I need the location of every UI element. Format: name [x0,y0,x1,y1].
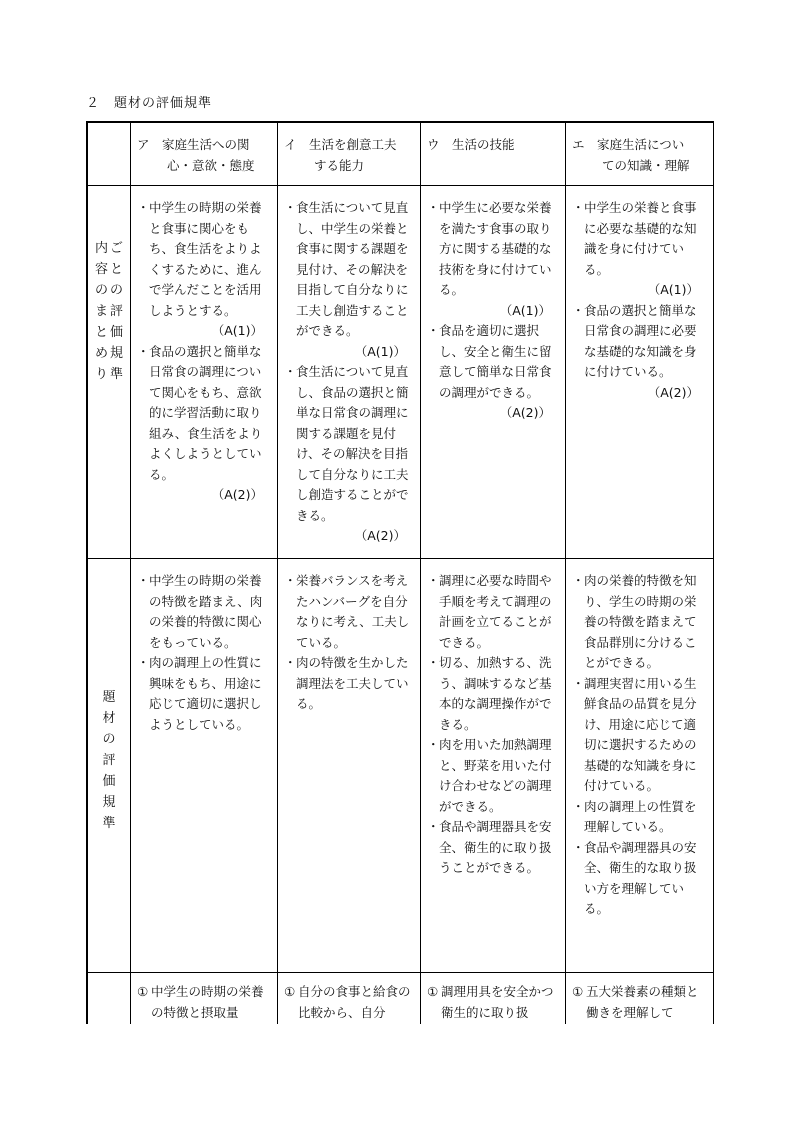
list-item: ・ 調理実習に用いる生鮮食品の品質を見分け、用途に応じて適切に選択するための基礎的な知識を身に付けている。 [572,675,697,793]
list-item: ① 五大栄養素の種類と働きを理解して [572,984,699,1020]
list-item: ・ 調理に必要な時間や手順を考えて調理の計画を立てることができる。 [427,573,552,650]
row-label-content: 内 容 の ま と め り ご と の 評 価 規 準 [88,186,131,559]
unit-cell-i [278,559,421,973]
detail-cell-a [131,973,278,1025]
content-cell-a: ・ 中学生の時期の栄養と食事に関心をもち、食生活をよりよくするために、進んで学んだことを活用しようとする。 （A(1)） ・ 食品の選択と簡単な日常食の調理について関心をもち、意欲的に学習活動に取り組み、食生活をよりよくしようとしている。 （A(2)） [131,186,278,559]
detail-cell-i [278,973,421,1025]
unit-cell-a [131,559,278,973]
list-item: ・ 切る、加熱する、洗う、調味するなど基本的な調理操作ができる。 [427,655,552,732]
list-item: ・ 中学生に必要な栄養を満たす食事の取り方に関する基礎的な技術を身に付けている。 [427,200,552,297]
list-item: ・ 肉の調理上の性質に興味をもち、用途に応じて適切に選択しようとしている。 [137,655,262,732]
list-item: ① 中学生の時期の栄養の特徴と摂取量 [137,984,264,1020]
unit-cell-u [421,559,566,973]
header-row [88,123,714,186]
list-item: ・ 食品や調理器具の安全、衛生的な取り扱い方を理解している。 [572,839,697,916]
column-header-e: エ 家庭生活につい ての知識・理解 [566,123,714,186]
column-header-u: ウ 生活の技能 [421,123,566,186]
column-header-a: ア 家庭生活への関 心・意欲・態度 [131,123,278,186]
list-item: ・ 栄養バランスを考えたハンバーグを自分なりに考え、工夫している。 [284,573,410,650]
list-item: ・ 肉の栄養的特徴を知り、学生の時期の栄養の特徴を踏まえて食品群別に分けることができる。 [572,573,697,670]
detail-cell-e [566,973,714,1025]
evaluation-criteria-table [86,121,714,1024]
content-cell-i: ・ 食生活について見直し、中学生の栄養と食事に関する課題を見付け、その解決を目指して自分なりに工夫し創造することができる。 （A(1)） ・ 食生活について見直し、食品の選択と簡単な日常食の調理に関する課題を見付け、その解決を目指して自分なりに工夫し創造することができる。 （A(2)） [278,186,421,559]
row-label-unit: 題 材 の 評 価 規 準 [88,559,131,973]
corner-cell [88,123,131,186]
list-item: ・ 中学生の時期の栄養と食事に関心をもち、食生活をよりよくするために、進んで学んだことを活用しようとする。 [137,200,262,318]
list-item: ・ 食品や調理器具を安全、衛生的に取り扱うことができる。 [427,819,552,875]
list-item: ・ 肉の調理上の性質を理解している。 [572,798,697,834]
list-item: ・ 食生活について見直し、食品の選択と簡単な日常食の調理に関する課題を見付け、その解決を目指して自分なりに工夫し創造することができる。 [284,364,409,523]
section-heading: ２ 題材の評価規準 [86,96,213,111]
list-item: ・ 肉を用いた加熱調理と、野菜を用いた付け合わせなどの調理ができる。 [427,737,552,814]
list-item: ・ 肉の特徴を生かした調理法を工夫している。 [284,655,409,711]
list-item: ・ 食品の選択と簡単な日常食の調理について関心をもち、意欲的に学習活動に取り組み、食生活をよりよくしようとしている。 [137,343,263,482]
list-item: ・ 食品を適切に選択し、安全と衛生に留意して簡単な日常食の調理ができる。 [427,323,552,400]
unit-cell-e [566,559,714,973]
content-cell-e: ・ 中学生の栄養と食事に必要な基礎的な知識を身に付けている。 （A(1)） ・ 食品の選択と簡単な日常食の調理に必要な基礎的な知識を身に付けている。 （A(2)） [566,186,714,559]
list-item: ・ 中学生の時期の栄養の特徴を踏まえ、肉の栄養的特徴に関心をもっている。 [137,573,263,650]
detail-criteria-row [88,973,714,1025]
list-item: ① 調理用具を安全かつ衛生的に取り扱 [427,984,554,1020]
content-criteria-row [88,186,714,559]
list-item: ・ 中学生の栄養と食事に必要な基礎的な知識を身に付けている。 [572,200,697,277]
list-item: ・ 食生活について見直し、中学生の栄養と食事に関する課題を見付け、その解決を目指して自分なりに工夫し創造することができる。 [284,200,409,338]
list-item: ① 自分の食事と給食の比較から、自分 [284,984,411,1020]
detail-cell-u [421,973,566,1025]
column-header-i: イ 生活を創意工夫 する能力 [278,123,421,186]
list-item: ・ 食品の選択と簡単な日常食の調理に必要な基礎的な知識を身に付けている。 [572,302,697,379]
content-cell-u: ・ 中学生に必要な栄養を満たす食事の取り方に関する基礎的な技術を身に付けている。 （A(1)） ・ 食品を適切に選択し、安全と衛生に留意して簡単な日常食の調理ができる。 （A(2)） [421,186,566,559]
unit-criteria-row [88,559,714,973]
row-label-detail [88,973,131,1025]
